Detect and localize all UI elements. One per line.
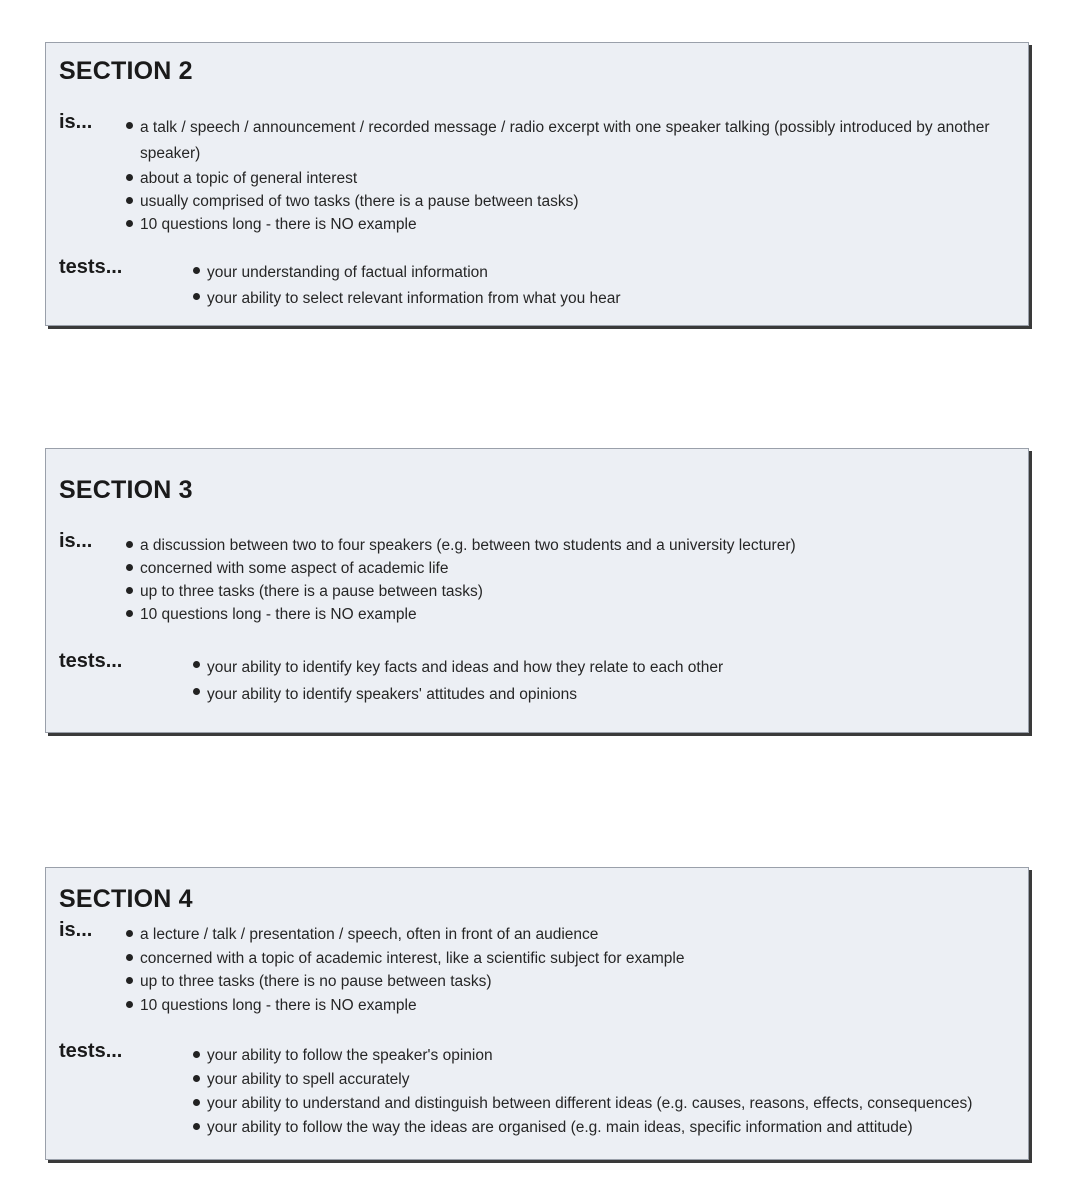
is-item: a discussion between two to four speakers (e.g. between two students and a university lecturer) [124,534,1004,557]
is-list [124,115,1004,236]
section-4-box [45,867,1029,1160]
is-item: 10 questions long - there is NO example [124,213,1004,236]
is-item: usually comprised of two tasks (there is a pause between tasks) [124,190,1004,213]
is-item: a talk / speech / announcement / recorded message / radio excerpt with one speaker talking (possibly introduced by another speaker) [124,115,1004,167]
is-item: concerned with a topic of academic interest, like a scientific subject for example [124,947,1004,971]
tests-list [191,654,1021,708]
section-3-box [45,448,1029,733]
tests-list [191,1044,1021,1140]
is-label: is... [59,111,93,133]
tests-item: your ability to follow the way the ideas are organised (e.g. main ideas, specific information and attitude) [191,1116,1021,1140]
tests-list [191,260,1021,312]
is-item: about a topic of general interest [124,167,1004,190]
tests-label: tests... [59,256,123,278]
is-label: is... [59,530,93,552]
tests-item: your ability to understand and distinguish between different ideas (e.g. causes, reasons, effects, consequences) [191,1092,1021,1116]
tests-label: tests... [59,650,123,672]
is-item: 10 questions long - there is NO example [124,994,1004,1018]
section-title: SECTION 3 [59,476,193,504]
tests-label: tests... [59,1040,123,1062]
tests-item: your ability to follow the speaker's opinion [191,1044,1021,1068]
tests-item: your ability to identify key facts and ideas and how they relate to each other [191,654,1021,681]
section-2-box [45,42,1029,326]
tests-item: your understanding of factual information [191,260,1021,286]
tests-item: your ability to spell accurately [191,1068,1021,1092]
is-item: up to three tasks (there is no pause between tasks) [124,970,1004,994]
section-title: SECTION 2 [59,57,193,85]
is-list [124,923,1004,1017]
is-item: 10 questions long - there is NO example [124,603,1004,626]
is-item: up to three tasks (there is a pause between tasks) [124,580,1004,603]
is-label: is... [59,919,93,941]
tests-item: your ability to select relevant information from what you hear [191,286,1021,312]
is-item: concerned with some aspect of academic life [124,557,1004,580]
is-list [124,534,1004,626]
section-title: SECTION 4 [59,885,193,913]
tests-item: your ability to identify speakers' attitudes and opinions [191,681,1021,708]
is-item: a lecture / talk / presentation / speech, often in front of an audience [124,923,1004,947]
